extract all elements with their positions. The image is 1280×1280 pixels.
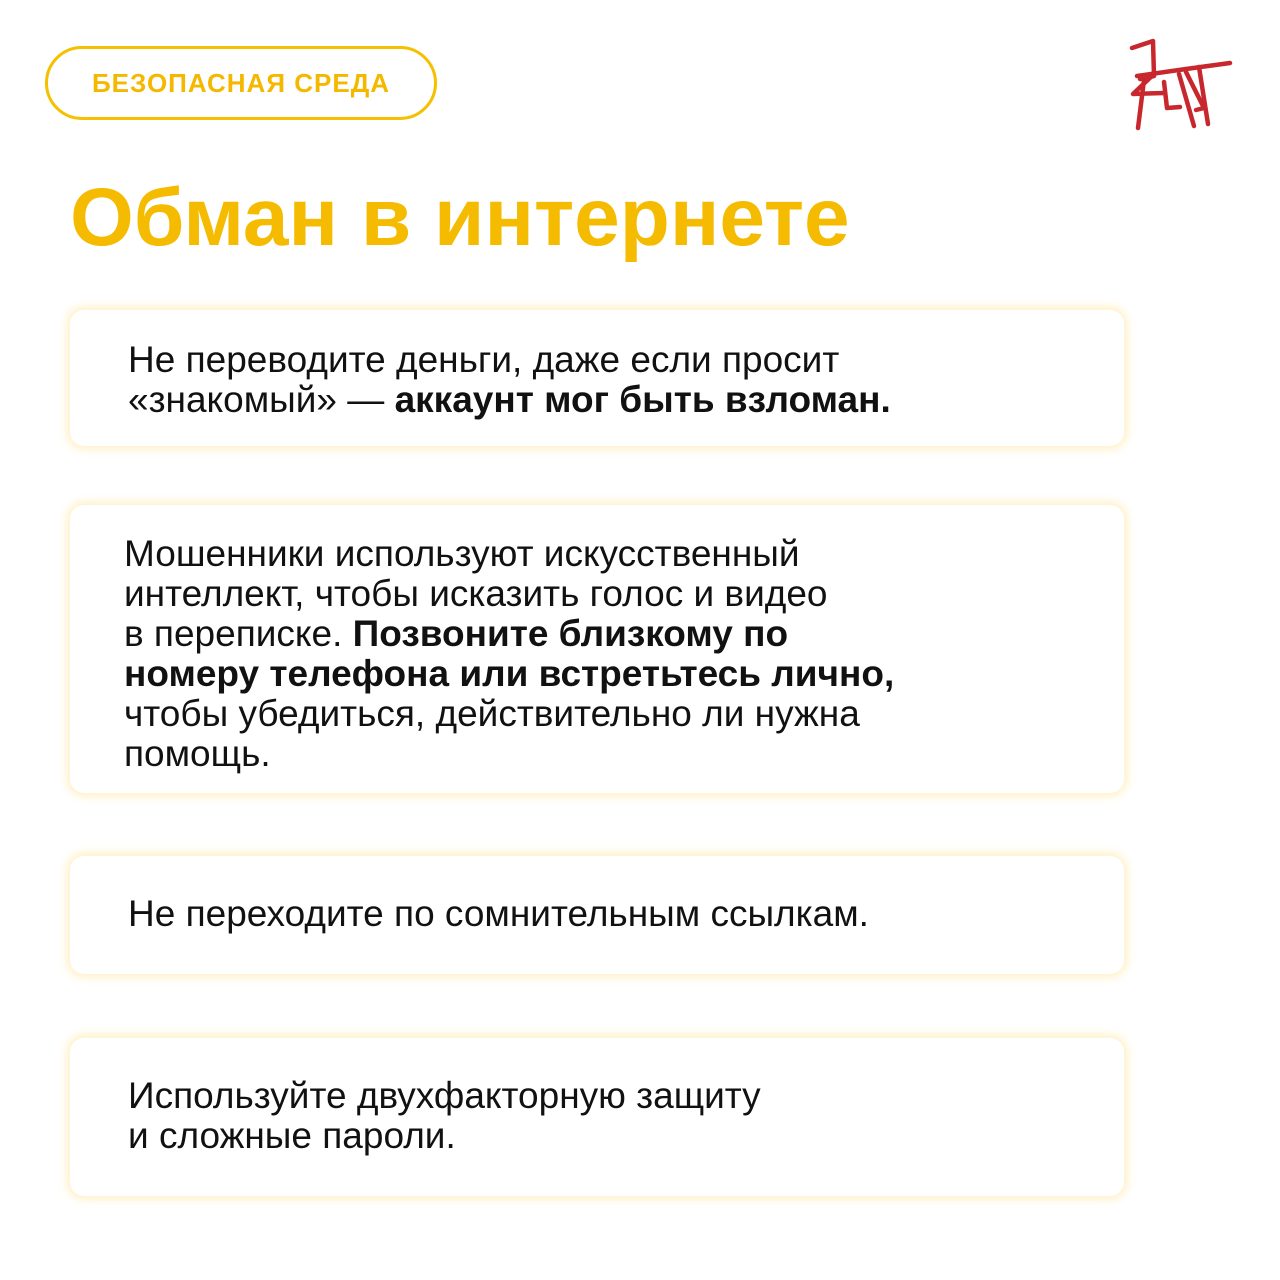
tip-text <box>128 1076 761 1156</box>
section-badge-label: БЕЗОПАСНАЯ СРЕДА <box>91 67 390 98</box>
tip-text-emphasis: номеру телефона или встретьтесь лично, <box>124 653 895 694</box>
tip-text-line: и сложные пароли. <box>128 1115 456 1156</box>
tip-text-line: помощь. <box>124 733 271 774</box>
tip-card <box>70 856 1124 974</box>
tip-text-line: интеллект, чтобы исказить голос и видео <box>124 573 828 614</box>
tip-card <box>70 310 1124 446</box>
tip-text-line: Используйте двухфакторную защиту <box>128 1075 761 1116</box>
tip-text-line: «знакомый» — <box>128 379 395 420</box>
tip-text-line: Не переходите по сомнительным ссылкам. <box>128 893 869 934</box>
tip-text-emphasis: Позвоните близкому по <box>352 613 789 654</box>
red-chair-logo-icon <box>1124 36 1236 134</box>
tip-text-emphasis: аккаунт мог быть взломан. <box>394 379 891 420</box>
tip-text <box>124 534 894 774</box>
section-badge <box>45 46 437 120</box>
tip-text <box>128 894 869 934</box>
tip-text-line: Не переводите деньги, даже если просит <box>128 339 840 380</box>
tip-text <box>128 340 891 420</box>
tip-text-line: в переписке. <box>124 613 353 654</box>
tip-text-line: Мошенники используют искусственный <box>124 533 800 574</box>
tip-card <box>70 1038 1124 1196</box>
tip-text-line: чтобы убедиться, действительно ли нужна <box>124 693 860 734</box>
page-title: Обман в интернете <box>70 172 850 263</box>
tip-card <box>70 505 1124 793</box>
